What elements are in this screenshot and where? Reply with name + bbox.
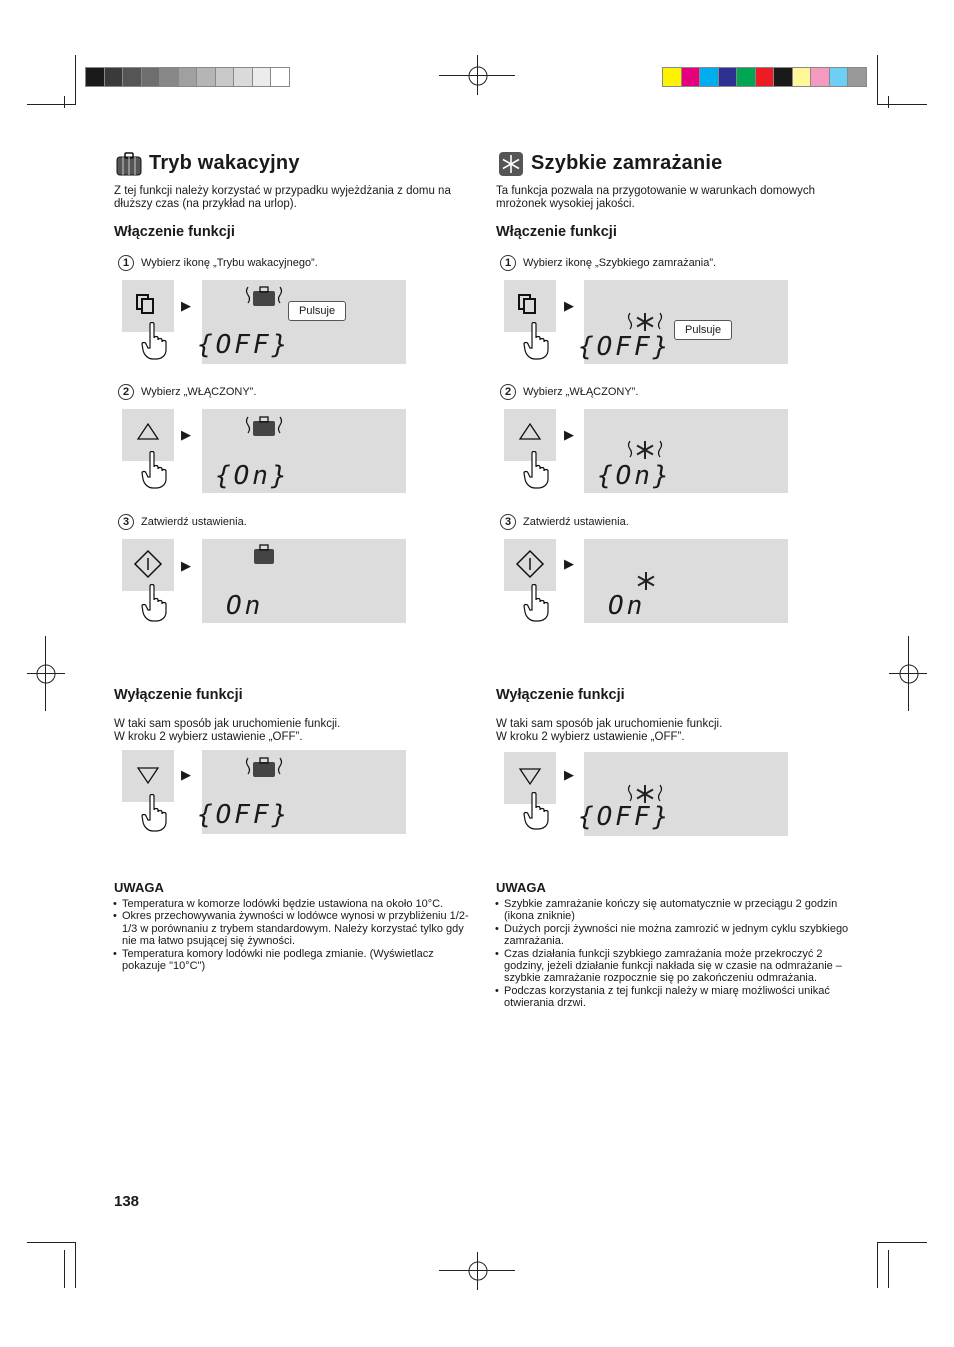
- lcd-off-text: {OFF}: [197, 330, 291, 360]
- color-swatch: [829, 67, 849, 87]
- pressing-finger-icon: [523, 322, 549, 360]
- step-text: Wybierz ikonę „Szybkiego zamrażania”.: [523, 257, 717, 269]
- crop-mark: [75, 55, 76, 105]
- color-swatch: [252, 67, 272, 87]
- crop-mark: [27, 104, 76, 105]
- display-off-value: OFF: [215, 330, 272, 360]
- display-on-value: On: [615, 461, 653, 491]
- pressing-finger-icon: [141, 322, 167, 360]
- crop-mark: [888, 96, 889, 108]
- color-swatch: [792, 67, 812, 87]
- arrow-right-icon: ▶: [564, 556, 574, 571]
- step-2: [118, 384, 256, 400]
- pressing-finger-icon: [141, 451, 167, 489]
- intro-text: Z tej funkcji należy korzystać w przypadku wyjeżdżania z domu na dłuższy czas (na przykład na urlop).: [114, 185, 451, 210]
- section-heading-off: Wyłączenie funkcji: [496, 687, 625, 703]
- note-item: • Okres przechowywania żywności w lodówce wynosi w przybliżeniu 1/2-1/3 w porównaniu z trybem standardowym. Należy korzystać tylko gdy nie ma łatwo psującej się żywności.: [122, 910, 472, 947]
- section-heading-on: Włączenie funkcji: [114, 224, 235, 240]
- color-swatch: [662, 67, 682, 87]
- step-number: 1: [118, 255, 134, 271]
- step-1: [118, 255, 318, 271]
- step-number: 1: [500, 255, 516, 271]
- step-3: [500, 514, 629, 530]
- arrow-right-icon: ▶: [181, 427, 191, 442]
- triangle-up-icon: [518, 422, 542, 442]
- color-swatch: [122, 67, 142, 87]
- triangle-down-icon: [518, 766, 542, 786]
- crop-mark: [27, 1242, 76, 1243]
- color-swatch: [681, 67, 701, 87]
- arrow-right-icon: ▶: [564, 298, 574, 313]
- step-text: Wybierz „WŁĄCZONY”.: [523, 386, 639, 398]
- arrow-right-icon: ▶: [181, 558, 191, 573]
- suitcase-blinking-icon: [244, 755, 284, 781]
- note-item: • Podczas korzystania z tej funkcji należy w miarę możliwości unikać otwierania drzwi.: [504, 985, 849, 1010]
- step-number: 3: [500, 514, 516, 530]
- crop-mark: [877, 104, 927, 105]
- crop-mark: [64, 1250, 65, 1288]
- lcd-off-text: {OFF}: [197, 800, 291, 830]
- suitcase-icon: [115, 152, 143, 176]
- suitcase-blinking-icon: [244, 414, 284, 440]
- off-line-2: W kroku 2 wybierz ustawienie „OFF”.: [496, 731, 685, 743]
- arrow-right-icon: ▶: [564, 767, 574, 782]
- step-number: 2: [500, 384, 516, 400]
- display-off-value: OFF: [596, 332, 653, 362]
- note-item: • Temperatura w komorze lodówki będzie ustawiona na około 10°C.: [122, 898, 472, 910]
- lcd-off-text: {OFF}: [578, 802, 672, 832]
- lcd-on-text: {On}: [215, 461, 290, 491]
- step-text: Wybierz ikonę „Trybu wakacyjnego”.: [141, 257, 318, 269]
- registration-target-icon: [35, 663, 57, 685]
- off-instruction: [114, 718, 464, 744]
- color-swatch: [699, 67, 719, 87]
- color-swatch: [773, 67, 793, 87]
- arrow-right-icon: ▶: [564, 427, 574, 442]
- pressing-finger-icon: [141, 584, 167, 622]
- section-heading-on: Włączenie funkcji: [496, 224, 617, 240]
- note-list: [113, 898, 472, 972]
- off-line-2: W kroku 2 wybierz ustawienie „OFF”.: [114, 731, 303, 743]
- off-instruction: [496, 718, 846, 744]
- step-3: [118, 514, 247, 530]
- step-text: Wybierz „WŁĄCZONY”.: [141, 386, 257, 398]
- pulses-callout: Pulsuje: [674, 320, 732, 340]
- arrow-right-icon: ▶: [181, 298, 191, 313]
- suitcase-blinking-icon: [244, 284, 284, 310]
- crop-mark: [877, 55, 878, 105]
- page-title-holiday-mode: Tryb wakacyjny: [149, 152, 300, 174]
- color-swatch: [196, 67, 216, 87]
- intro-text: Ta funkcja pozwala na przygotowanie w warunkach domowych mrożonek wysokiej jakości.: [496, 185, 815, 210]
- triangle-down-icon: [136, 765, 160, 785]
- color-swatch: [810, 67, 830, 87]
- registration-target-icon: [467, 65, 489, 87]
- crop-mark: [75, 1242, 76, 1288]
- color-swatch: [270, 67, 290, 87]
- registration-target-icon: [467, 1260, 489, 1282]
- pressing-finger-icon: [141, 794, 167, 832]
- arrow-right-icon: ▶: [181, 767, 191, 782]
- page-number: 138: [114, 1193, 140, 1210]
- note-heading: UWAGA: [496, 880, 546, 895]
- lcd-on-text: On: [608, 591, 646, 621]
- registration-target-icon: [898, 663, 920, 685]
- pressing-finger-icon: [523, 584, 549, 622]
- lcd-on-text: {On}: [597, 461, 672, 491]
- note-list: [495, 898, 849, 1010]
- crop-mark: [888, 1250, 889, 1288]
- step-number: 3: [118, 514, 134, 530]
- note-item: • Temperatura komory lodówki nie podlega zmianie. (Wyświetlacz pokazuje "10°C"): [122, 948, 472, 973]
- suitcase-icon: [253, 544, 275, 566]
- pressing-finger-icon: [523, 792, 549, 830]
- crop-mark: [877, 1242, 927, 1243]
- color-swatch: [718, 67, 738, 87]
- off-line-1: W taki sam sposób jak uruchomienie funkcji.: [114, 718, 341, 730]
- display-on-value: On: [233, 461, 271, 491]
- step-text: Zatwierdź ustawienia.: [523, 516, 629, 528]
- section-heading-off: Wyłączenie funkcji: [114, 687, 243, 703]
- color-swatch: [159, 67, 179, 87]
- page-title-fast-freeze: Szybkie zamrażanie: [531, 152, 723, 174]
- color-swatch: [141, 67, 161, 87]
- crop-mark: [64, 96, 65, 108]
- note-item: • Czas działania funkcji szybkiego zamrażania może przekroczyć 2 godziny, jeżeli działanie funkcji nakłada się w czasie na odmrażanie – szybkie zamrażanie rozpocznie się po zakończeniu odmrażania.: [504, 948, 849, 985]
- color-swatch: [233, 67, 253, 87]
- triangle-up-icon: [136, 422, 160, 442]
- color-swatch: [85, 67, 105, 87]
- off-line-1: W taki sam sposób jak uruchomienie funkcji.: [496, 718, 723, 730]
- note-item: • Dużych porcji żywności nie można zamrozić w jednym cyklu szybkiego zamrażania.: [504, 923, 849, 948]
- step-1: [500, 255, 716, 271]
- color-swatch: [215, 67, 235, 87]
- snowflake-icon: [498, 151, 524, 177]
- lcd-off-text: {OFF}: [578, 332, 672, 362]
- color-swatch: [847, 67, 867, 87]
- display-off-value: OFF: [596, 802, 653, 832]
- note-item: • Szybkie zamrażanie kończy się automatycznie w przeciągu 2 godzin (ikona zniknie): [504, 898, 849, 923]
- mode-select-icon: [134, 292, 158, 316]
- color-swatch: [178, 67, 198, 87]
- step-text: Zatwierdź ustawienia.: [141, 516, 247, 528]
- step-2: [500, 384, 638, 400]
- confirm-diamond-icon: [133, 549, 163, 579]
- color-swatch: [736, 67, 756, 87]
- pulses-callout: Pulsuje: [288, 301, 346, 321]
- pressing-finger-icon: [523, 451, 549, 489]
- note-heading: UWAGA: [114, 880, 164, 895]
- color-swatch: [104, 67, 124, 87]
- step-number: 2: [118, 384, 134, 400]
- snowflake-icon: [635, 570, 657, 592]
- lcd-on-text: On: [226, 591, 264, 621]
- mode-select-icon: [516, 292, 540, 316]
- confirm-diamond-icon: [515, 549, 545, 579]
- display-off-value: OFF: [215, 800, 272, 830]
- color-swatch: [755, 67, 775, 87]
- crop-mark: [877, 1242, 878, 1288]
